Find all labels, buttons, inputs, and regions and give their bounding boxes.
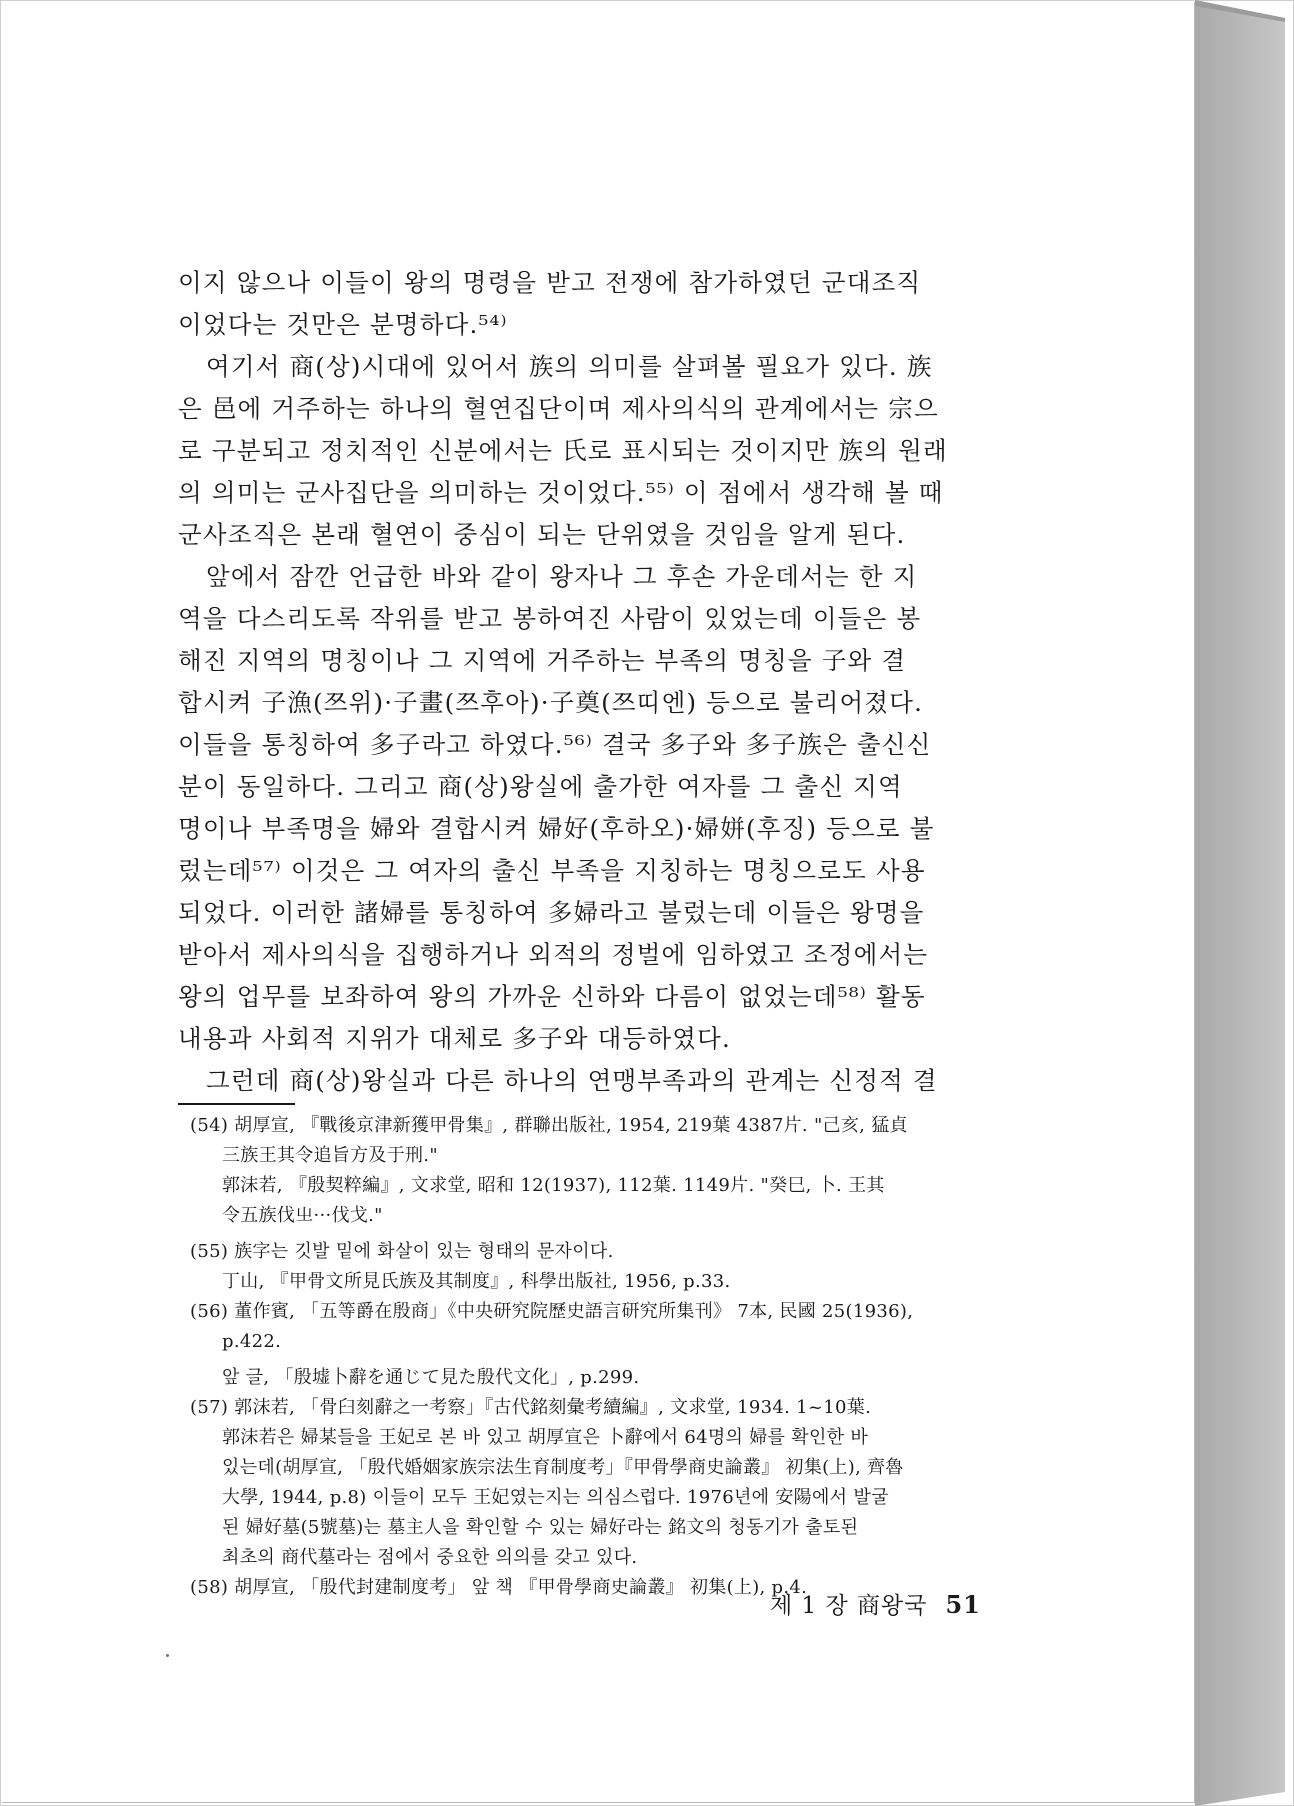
footnote-rule: [178, 1103, 295, 1105]
footnote-line: 있는데(胡厚宣, 「殷代婚姻家族宗法生育制度考」『甲骨學商史論叢』 初集(上), 齊魯: [222, 1457, 904, 1478]
body-line: 은 邑에 거주하는 하나의 혈연집단이며 제사의식의 관계에서는 宗으: [178, 394, 939, 423]
body-line: 이들을 통칭하여 多子라고 하였다.⁵⁶⁾ 결국 多子와 多子族은 출신신: [178, 730, 932, 759]
footnote-line: 令五族伐㞢···伐戈.": [222, 1205, 383, 1226]
footnote-line: 최초의 商代墓라는 점에서 중요한 의의를 갖고 있다.: [222, 1547, 638, 1568]
body-line: 로 구분되고 정치적인 신분에서는 氏로 표시되는 것이지만 族의 원래: [178, 436, 948, 465]
body-line: 이었다는 것만은 분명하다.⁵⁴⁾: [178, 310, 508, 339]
body-line: 분이 동일하다. 그리고 商(상)왕실에 출가한 여자를 그 출신 지역: [178, 772, 903, 801]
footnote-line: 丁山, 『甲骨文所見氏族及其制度』, 科學出版社, 1956, p.33.: [222, 1271, 731, 1292]
footnote-line: (57) 郭沫若, 「骨臼刻辭之一考察」『古代銘刻彙考續編』, 文求堂, 1934. 1~10葉.: [190, 1397, 872, 1418]
scan-speck: [166, 1654, 169, 1657]
body-text: [178, 262, 1010, 1102]
body-line: 의 의미는 군사집단을 의미하는 것이었다.⁵⁵⁾ 이 점에서 생각해 볼 때: [178, 478, 944, 507]
footnote-line: 郭沫若, 『殷契粹編』, 文求堂, 昭和 12(1937), 112葉. 1149片. "癸巳, 卜. 王其: [222, 1175, 885, 1196]
body-line: 받아서 제사의식을 집행하거나 외적의 정벌에 임하였고 조정에서는: [178, 940, 929, 969]
footnote-line: 三族王其令追旨方及于刑.": [222, 1145, 438, 1166]
body-line: 앞에서 잠깐 언급한 바와 같이 왕자나 그 후손 가운데서는 한 지: [206, 562, 918, 591]
footnote-line: (56) 董作賓, 「五等爵在殷商」《中央研究院歷史語言研究所集刊》 7本, 民國 25(1936),: [190, 1301, 914, 1322]
footnote-line: p.422.: [222, 1331, 282, 1352]
page-number: 51: [945, 1590, 981, 1619]
footnote-line: 大學, 1944, p.8) 이들이 모두 王妃였는지는 의심스럽다. 1976년에 安陽에서 발굴: [222, 1487, 889, 1508]
footnotes: [190, 1111, 1018, 1603]
footnote-line: (55) 族字는 깃발 밑에 화살이 있는 형태의 문자이다.: [190, 1241, 614, 1262]
body-line: 해진 지역의 명칭이나 그 지역에 거주하는 부족의 명칭을 子와 결: [178, 646, 907, 675]
footnote-line: 앞 글, 「殷墟卜辭を通じて見た殷代文化」, p.299.: [222, 1367, 640, 1388]
body-line: 왕의 업무를 보좌하여 왕의 가까운 신하와 다름이 없었는데⁵⁸⁾ 활동: [178, 982, 926, 1011]
body-line: 내용과 사회적 지위가 대체로 多子와 대등하였다.: [178, 1024, 731, 1053]
body-line: 역을 다스리도록 작위를 받고 봉하여진 사람이 있었는데 이들은 봉: [178, 604, 922, 633]
footnote-line: (54) 胡厚宣, 『戰後京津新獲甲骨集』, 群聯出版社, 1954, 219葉 4387片. "己亥, 猛貞: [190, 1115, 908, 1136]
body-line: 군사조직은 본래 혈연이 중심이 되는 단위였을 것임을 알게 된다.: [178, 520, 906, 549]
book-edge-shadow: [1195, 0, 1285, 1806]
body-line: 여기서 商(상)시대에 있어서 族의 의미를 살펴볼 필요가 있다. 族: [206, 352, 933, 381]
body-line: 이지 않으나 이들이 왕의 명령을 받고 전쟁에 참가하였던 군대조직: [178, 268, 922, 297]
footnote-line: 된 婦好墓(5號墓)는 墓主人을 확인할 수 있는 婦好라는 銘文의 청동기가 출토된: [222, 1517, 859, 1538]
chapter-title: 제 1 장 商왕국: [770, 1593, 928, 1619]
body-line: 합시켜 子漁(쯔위)·子畫(쯔후아)·子奠(쯔띠엔) 등으로 불리어졌다.: [178, 688, 924, 717]
body-line: 렀는데⁵⁷⁾ 이것은 그 여자의 출신 부족을 지칭하는 명칭으로도 사용: [178, 856, 926, 885]
body-line: 명이나 부족명을 婦와 결합시켜 婦好(후하오)·婦姘(후징) 등으로 불: [178, 814, 935, 843]
footnote-line: 郭沫若은 婦某들을 王妃로 본 바 있고 胡厚宣은 卜辭에서 64명의 婦를 확인한 바: [222, 1427, 869, 1448]
running-footer: [770, 1587, 981, 1620]
body-line: 되었다. 이러한 諸婦를 통칭하여 多婦라고 불렀는데 이들은 왕명을: [178, 898, 925, 927]
footnote-line: (58) 胡厚宣, 「殷代封建制度考」 앞 책 『甲骨學商史論叢』 初集(上), p.4.: [190, 1577, 808, 1598]
body-line: 그런데 商(상)왕실과 다른 하나의 연맹부족과의 관계는 신정적 결: [206, 1066, 938, 1095]
